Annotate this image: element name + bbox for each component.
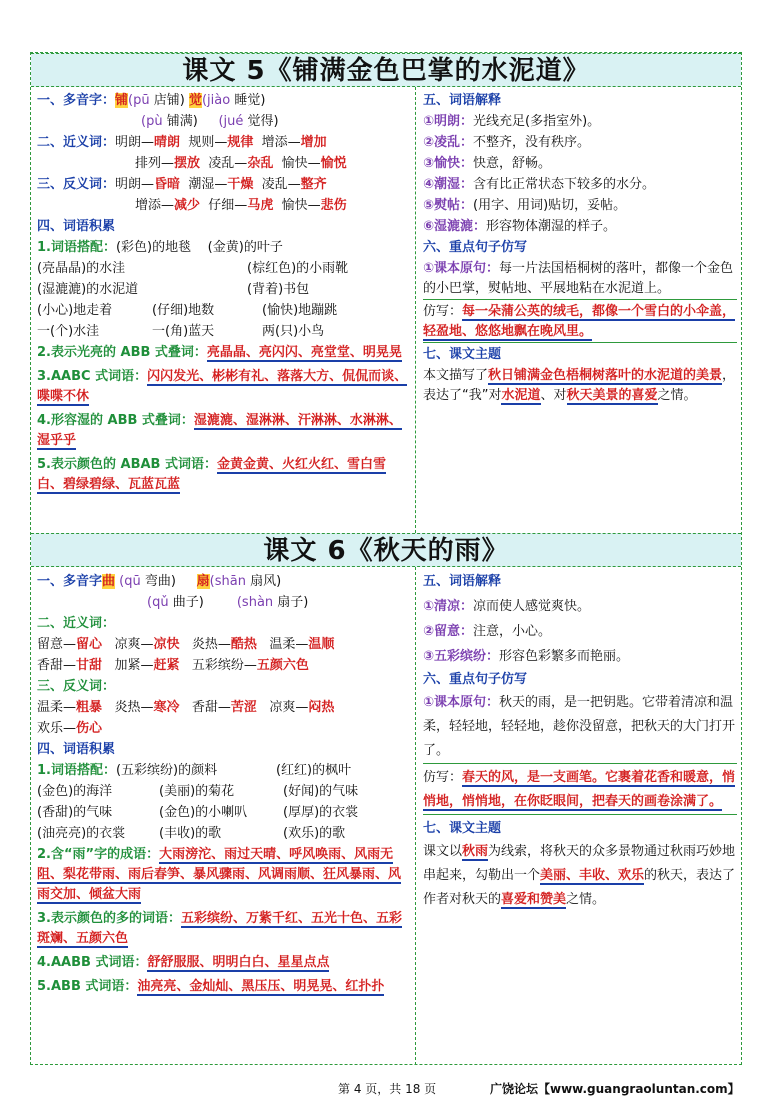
subheading: 2.含“雨”字的成语： xyxy=(37,847,160,862)
subheading: 3.表示颜色的多的词语： xyxy=(37,911,181,926)
word: 欢乐— xyxy=(37,721,77,736)
pinyin: (shàn xyxy=(236,595,274,610)
subheading: 3.AABC 式词语： xyxy=(37,369,148,384)
heading: 一、多音字： xyxy=(37,93,116,108)
answer: 五颜六色 xyxy=(256,658,309,673)
site-credit: 广饶论坛【www.guangraoluntan.com】 xyxy=(490,1082,740,1096)
answer: 摆放 xyxy=(174,156,201,171)
definition: 注意，小心。 xyxy=(473,624,552,639)
subheading: 4.AABB 式词语： xyxy=(37,955,148,970)
answer: 水泥道 xyxy=(501,388,541,403)
definition: 光线充足(多指室外)。 xyxy=(473,114,601,129)
word: 加紧— xyxy=(114,658,154,673)
collocation: (愉快)地蹦跳 xyxy=(262,303,338,318)
word: 凌乱— xyxy=(261,177,301,192)
answer: 减少 xyxy=(174,198,201,213)
heading: 五、词语解释 xyxy=(423,574,502,589)
definition: 形容物体潮湿的样子。 xyxy=(486,219,617,234)
answer: 美丽、丰收、欢乐 xyxy=(540,868,645,883)
answer: 昏暗 xyxy=(154,177,181,192)
collocation: (五彩缤纷)的颜料 xyxy=(115,763,218,778)
heading: 四、词语积累 xyxy=(37,742,116,757)
pinyin: (qū xyxy=(119,574,141,589)
original-sentence: 每一片法国梧桐树的落叶，都像一个金色的小巴掌，熨帖地、平展地粘在水泥道上。 xyxy=(423,261,734,296)
collocation: (金黄)的叶子 xyxy=(207,240,283,255)
answer: 秋雨 xyxy=(462,844,489,859)
imitation-sentence: 每一朵蒲公英的绒毛，都像一个雪白的小伞盖，轻盈地、悠悠地飘在晚风里。 xyxy=(423,304,736,339)
collocation: 一(个)水洼 xyxy=(37,324,100,339)
heading: 六、重点句子仿写 xyxy=(423,240,528,255)
original-sentence: 秋天的雨，是一把钥匙。它带着清凉和温柔，轻轻地，轻轻地，趁你没留意，把秋天的大门打开了。 xyxy=(423,695,736,758)
heading: 七、课文主题 xyxy=(423,347,502,362)
answer: 愉悦 xyxy=(320,156,347,171)
collocation: (背着)书包 xyxy=(247,282,310,297)
term: ⑥湿漉漉： xyxy=(423,219,487,234)
answer: 湿漉漉、湿淋淋、汗淋淋、水淋淋、湿乎乎 xyxy=(37,413,402,448)
heading: 一、多音字 xyxy=(37,574,103,589)
answer: 粗暴 xyxy=(76,700,103,715)
collocation: (好闻)的气味 xyxy=(283,784,359,799)
word: 炎热— xyxy=(191,637,231,652)
subheading: 1.词语搭配： xyxy=(37,763,116,778)
heading: 三、反义词： xyxy=(37,177,116,192)
column-divider xyxy=(415,567,416,1065)
subheading: 4.形容湿的 ABB 式叠词： xyxy=(37,413,194,428)
answer: 整齐 xyxy=(300,177,327,192)
polyphone-char: 觉 xyxy=(188,93,202,108)
answer: 温顺 xyxy=(308,637,335,652)
definition: 凉而使人感觉爽快。 xyxy=(473,599,591,614)
collocation: (彩色)的地毯 xyxy=(115,240,192,255)
answer: 舒舒服服、明明白白、星星点点 xyxy=(147,955,330,970)
definition: 形容色彩繁多而艳丽。 xyxy=(499,649,630,664)
word: 排列— xyxy=(135,156,175,171)
word: 铺满) xyxy=(166,114,198,129)
word: 觉得) xyxy=(247,114,279,129)
word: 店铺) xyxy=(153,93,185,108)
subheading: 1.词语搭配： xyxy=(37,240,116,255)
imitation-sentence: 春天的风，是一支画笔。它裹着花香和暖意，悄悄地，悄悄地，在你眨眼间，把春天的画卷涂满了。 xyxy=(423,770,736,809)
heading: 四、词语积累 xyxy=(37,219,116,234)
lesson5-title: 课文 5《铺满金色巴掌的水泥道》 xyxy=(31,53,741,87)
word: 凌乱— xyxy=(208,156,248,171)
pinyin: (pù xyxy=(141,114,163,129)
word: 温柔— xyxy=(37,700,77,715)
subheading: 5.表示颜色的 ABAB 式词语： xyxy=(37,457,217,472)
imitation-label: 仿写： xyxy=(423,770,463,785)
answer: 晴朗 xyxy=(154,135,181,150)
word: 五彩缤纷— xyxy=(191,658,257,673)
word: 规则— xyxy=(188,135,228,150)
term: ①清凉： xyxy=(423,599,474,614)
definition: 不整齐，没有秩序。 xyxy=(473,135,591,150)
theme-text: 的秋天，表达了作者对秋天的 xyxy=(423,868,736,907)
answer: 秋天美景的喜爱 xyxy=(566,388,658,403)
term: ②留意： xyxy=(423,624,474,639)
word: 香甜— xyxy=(191,700,231,715)
pinyin: (jiào xyxy=(201,93,231,108)
answer: 增加 xyxy=(300,135,327,150)
term: ①明朗： xyxy=(423,114,474,129)
worksheet-frame xyxy=(30,52,742,1065)
polyphone-char: 曲 xyxy=(102,574,116,589)
theme-text: 之情。 xyxy=(566,892,606,907)
collocation: (丰收)的歌 xyxy=(159,826,222,841)
heading: 五、词语解释 xyxy=(423,93,502,108)
answer: 杂乱 xyxy=(247,156,274,171)
answer: 金黄金黄、火红火红、雪白雪白、碧绿碧绿、瓦蓝瓦蓝 xyxy=(37,457,386,492)
word: 增添— xyxy=(135,198,175,213)
pinyin: (qǔ xyxy=(147,595,169,610)
term: ③愉快： xyxy=(423,156,474,171)
theme-text: 本文描写了 xyxy=(423,368,489,383)
answer: 凉快 xyxy=(153,637,180,652)
answer: 寒冷 xyxy=(153,700,180,715)
answer: 赶紧 xyxy=(153,658,180,673)
answer: 干燥 xyxy=(227,177,254,192)
word: 潮湿— xyxy=(188,177,228,192)
answer: 大雨滂沱、雨过天晴、呼风唤雨、风雨无阻、梨花带雨、雨后春笋、暴风骤雨、风调雨顺、狂风暴雨、风雨交加、倾盆大雨 xyxy=(37,847,402,902)
answer: 闪闪发光、彬彬有礼、落落大方、侃侃而谈、喋喋不休 xyxy=(37,369,408,404)
definition: 含有比正常状态下较多的水分。 xyxy=(473,177,656,192)
answer: 闷热 xyxy=(308,700,335,715)
word: 愉快— xyxy=(281,156,321,171)
collocation: (美丽)的菊花 xyxy=(159,784,235,799)
term: ②凌乱： xyxy=(423,135,474,150)
collocation: (香甜)的气味 xyxy=(37,805,113,820)
polyphone-char: 扇 xyxy=(196,574,210,589)
pinyin: (shān xyxy=(209,574,246,589)
page-number: 第 4 页，共 18 页 xyxy=(338,1082,437,1096)
answer: 喜爱和赞美 xyxy=(501,892,567,907)
collocation: (欢乐)的歌 xyxy=(283,826,346,841)
answer: 亮晶晶、亮闪闪、亮堂堂、明晃晃 xyxy=(206,345,402,360)
word: 凉爽— xyxy=(269,700,309,715)
word: 温柔— xyxy=(269,637,309,652)
answer: 秋日铺满金色梧桐树落叶的水泥道的美景 xyxy=(488,368,723,383)
word: 弯曲) xyxy=(144,574,176,589)
collocation: (金色)的海洋 xyxy=(37,784,113,799)
answer: 油亮亮、金灿灿、黑压压、明晃晃、红扑扑 xyxy=(137,979,385,994)
pinyin: (jué xyxy=(218,114,244,129)
word: 扇子) xyxy=(277,595,309,610)
collocation: (湿漉漉)的水泥道 xyxy=(37,282,139,297)
answer: 五彩缤纷、万紫千红、五光十色、五彩斑斓、五颜六色 xyxy=(37,911,402,946)
subheading: 2.表示光亮的 ABB 式叠词： xyxy=(37,345,207,360)
pinyin: (pū xyxy=(128,93,150,108)
theme-text: ，表达了“我”对 xyxy=(423,368,736,403)
heading: 二、近义词： xyxy=(37,135,116,150)
answer: 甘甜 xyxy=(76,658,103,673)
word: 留意— xyxy=(37,637,77,652)
collocation: 一(角)蓝天 xyxy=(152,324,215,339)
collocation: (棕红色)的小雨靴 xyxy=(247,261,349,276)
theme-text: 课文以 xyxy=(423,844,463,859)
term: ③五彩缤纷： xyxy=(423,649,500,664)
definition: (用字、用词)贴切，妥帖。 xyxy=(473,198,627,213)
word: 凉爽— xyxy=(114,637,154,652)
word: 扇风) xyxy=(250,574,282,589)
answer: 马虎 xyxy=(247,198,274,213)
theme-text: 、对 xyxy=(540,388,567,403)
definition: 快意，舒畅。 xyxy=(473,156,552,171)
term: ⑤熨帖： xyxy=(423,198,474,213)
lesson6-left xyxy=(31,572,415,997)
collocation: 两(只)小鸟 xyxy=(262,324,325,339)
heading: 六、重点句子仿写 xyxy=(423,672,528,687)
word: 炎热— xyxy=(114,700,154,715)
answer: 伤心 xyxy=(76,721,103,736)
theme-text: 为线索，将秋天的众多景物通过秋雨巧妙地串起来，勾勒出一个 xyxy=(423,844,736,883)
collocation: (亮晶晶)的水洼 xyxy=(37,261,126,276)
lesson5-left xyxy=(31,91,415,495)
word: 愉快— xyxy=(281,198,321,213)
word: 睡觉) xyxy=(234,93,266,108)
word: 增添— xyxy=(261,135,301,150)
subheading: 5.ABB 式词语： xyxy=(37,979,138,994)
word: 仔细— xyxy=(208,198,248,213)
heading: 七、课文主题 xyxy=(423,821,502,836)
collocation: (小心)地走着 xyxy=(37,303,113,318)
term: ④潮湿： xyxy=(423,177,474,192)
term: ①课本原句： xyxy=(423,261,500,276)
collocation: (油亮亮)的衣裳 xyxy=(37,826,126,841)
term: ①课本原句： xyxy=(423,695,500,710)
theme-text: 之情。 xyxy=(657,388,697,403)
lesson6-title: 课文 6《秋天的雨》 xyxy=(31,533,741,567)
collocation: (红红)的枫叶 xyxy=(275,763,352,778)
heading: 二、近义词： xyxy=(37,616,116,631)
word: 明朗— xyxy=(115,135,155,150)
polyphone-char: 铺 xyxy=(115,93,129,108)
lesson6-right xyxy=(417,572,743,912)
imitation-label: 仿写： xyxy=(423,304,463,319)
answer: 规律 xyxy=(227,135,254,150)
word: 明朗— xyxy=(115,177,155,192)
answer: 酷热 xyxy=(230,637,257,652)
word: 曲子) xyxy=(172,595,204,610)
lesson5-right xyxy=(417,91,743,406)
answer: 留心 xyxy=(76,637,103,652)
word: 香甜— xyxy=(37,658,77,673)
collocation: (仔细)地数 xyxy=(152,303,215,318)
column-divider xyxy=(415,87,416,533)
collocation: (金色)的小喇叭 xyxy=(159,805,248,820)
collocation: (厚厚)的衣裳 xyxy=(283,805,359,820)
answer: 苦涩 xyxy=(230,700,257,715)
heading: 三、反义词： xyxy=(37,679,116,694)
answer: 悲伤 xyxy=(320,198,347,213)
